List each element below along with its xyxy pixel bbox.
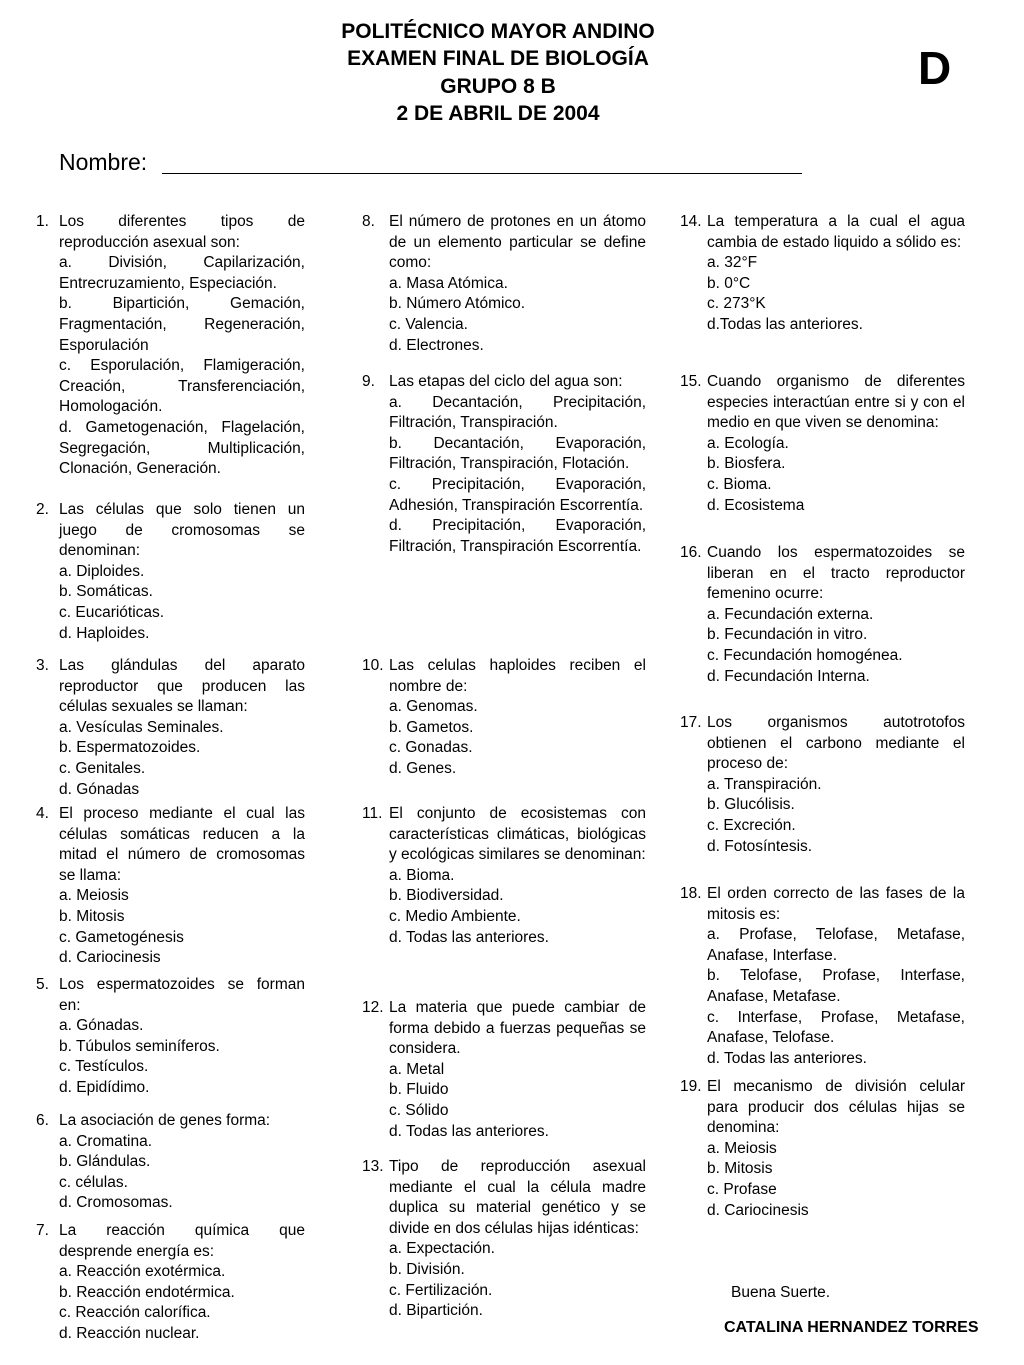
answer-option[interactable]: a. Ecología. bbox=[707, 434, 789, 452]
answer-option[interactable]: b. Fluido bbox=[389, 1081, 449, 1099]
question-stem: El conjunto de ecosistemas con características climáticas, biológicas y ecológicas similares se denominan: bbox=[389, 805, 646, 864]
answer-option[interactable]: c. Esporulación, Flamigeración, Creación, Transferenciación, Homologación. bbox=[59, 357, 305, 416]
question-item bbox=[36, 1111, 305, 1214]
answer-option[interactable]: b. Túbulos seminíferos. bbox=[59, 1037, 220, 1055]
exam-date: 2 DE ABRIL DE 2004 bbox=[396, 102, 600, 125]
answer-option[interactable]: c. Reacción calorífica. bbox=[59, 1304, 211, 1322]
answer-option[interactable]: c. Profase bbox=[707, 1180, 777, 1198]
question-item bbox=[680, 884, 965, 1069]
question-stem: Cuando organismo de diferentes especies interactúan entre si y con el medio en que viven se denomina: bbox=[707, 373, 965, 432]
question-item bbox=[36, 804, 305, 969]
answer-option[interactable]: d. Reacción nuclear. bbox=[59, 1324, 200, 1342]
answer-option[interactable]: d. Gametogenación, Flagelación, Segregación, Multiplicación, Clonación, Generación. bbox=[59, 418, 305, 478]
exam-version-letter: D bbox=[918, 42, 952, 94]
answer-option[interactable]: c. Interfase, Profase, Metafase, Anafase, Telofase. bbox=[707, 1008, 965, 1047]
answer-option[interactable]: a. Gónadas. bbox=[59, 1017, 144, 1035]
question-stem: Los diferentes tipos de reproducción asexual son: bbox=[59, 213, 305, 251]
answer-option[interactable]: c. Gonadas. bbox=[389, 739, 473, 757]
question-number: 7. bbox=[36, 1222, 49, 1239]
answer-option[interactable]: d. Todas las anteriores. bbox=[389, 928, 549, 946]
school-name: POLITÉCNICO MAYOR ANDINO bbox=[341, 20, 655, 43]
answer-option[interactable]: c. Testículos. bbox=[59, 1058, 149, 1076]
question-item bbox=[362, 656, 646, 780]
question-item bbox=[36, 975, 305, 1099]
question-stem: Las celulas haploides reciben el nombre de: bbox=[389, 657, 646, 695]
question-number: 13. bbox=[362, 1158, 384, 1175]
answer-option[interactable]: b. Reacción endotérmica. bbox=[59, 1283, 235, 1301]
question-number: 8. bbox=[362, 213, 375, 230]
question-item bbox=[362, 212, 646, 356]
answer-option[interactable]: c. Genitales. bbox=[59, 759, 146, 777]
answer-option[interactable]: b. Biodiversidad. bbox=[389, 887, 504, 905]
answer-option[interactable]: a. Decantación, Precipitación, Filtración, Transpiración. bbox=[389, 393, 646, 432]
answer-option[interactable]: b. 0°C bbox=[707, 274, 751, 292]
name-label: Nombre: bbox=[59, 149, 148, 175]
answer-option[interactable]: b. Fecundación in vitro. bbox=[707, 626, 868, 644]
question-stem: La asociación de genes forma: bbox=[59, 1112, 271, 1129]
question-stem: Las glándulas del aparato reproductor que producen las células sexuales se llaman: bbox=[59, 657, 305, 716]
name-blank-line[interactable] bbox=[162, 173, 802, 174]
answer-option[interactable]: c. células. bbox=[59, 1173, 128, 1191]
answer-option[interactable]: c. Eucarióticas. bbox=[59, 603, 165, 621]
answer-option[interactable]: c. Bioma. bbox=[707, 475, 772, 493]
question-number: 19. bbox=[680, 1078, 702, 1095]
answer-option[interactable]: d. Gónadas bbox=[59, 780, 140, 798]
answer-option[interactable]: b. Mitosis bbox=[59, 907, 125, 925]
question-stem: El orden correcto de las fases de la mitosis es: bbox=[707, 885, 965, 923]
question-number: 18. bbox=[680, 885, 702, 902]
answer-option[interactable]: d. Fecundación Interna. bbox=[707, 667, 870, 685]
answer-option[interactable]: a. Vesículas Seminales. bbox=[59, 718, 224, 736]
answer-option[interactable]: c. Medio Ambiente. bbox=[389, 907, 521, 925]
answer-option[interactable]: d. Todas las anteriores. bbox=[707, 1049, 867, 1067]
question-stem: Tipo de reproducción asexual mediante el cual la célula madre duplica su material genético y se divide en dos células hijas idénticas: bbox=[389, 1158, 646, 1237]
answer-option[interactable]: a. 32°F bbox=[707, 254, 758, 272]
question-number: 2. bbox=[36, 501, 49, 518]
answer-option[interactable]: a. Diploides. bbox=[59, 562, 145, 580]
question-number: 4. bbox=[36, 805, 49, 822]
question-number: 12. bbox=[362, 999, 384, 1016]
closing-message: Buena Suerte. bbox=[731, 1284, 831, 1301]
question-item bbox=[36, 1221, 305, 1345]
answer-option[interactable]: b. Número Atómico. bbox=[389, 295, 526, 313]
question-stem: Las células que solo tienen un juego de cromosomas se denominan: bbox=[59, 501, 305, 560]
answer-option[interactable]: a. Meiosis bbox=[707, 1139, 777, 1157]
answer-option[interactable]: d. Bipartición. bbox=[389, 1302, 483, 1320]
answer-option[interactable]: d. Electrones. bbox=[389, 336, 484, 354]
question-number: 16. bbox=[680, 544, 702, 561]
question-number: 6. bbox=[36, 1112, 49, 1129]
question-number: 10. bbox=[362, 657, 384, 674]
answer-option[interactable]: d.Todas las anteriores. bbox=[707, 315, 863, 333]
answer-option[interactable]: a. Metal bbox=[389, 1060, 445, 1078]
group-label: GRUPO 8 B bbox=[440, 75, 556, 98]
answer-option[interactable]: b. Biosfera. bbox=[707, 455, 786, 473]
answer-option[interactable]: a. Transpiración. bbox=[707, 775, 822, 793]
question-number: 17. bbox=[680, 714, 702, 731]
question-number: 5. bbox=[36, 976, 49, 993]
question-stem: El mecanismo de división celular para producir dos células hijas se denomina: bbox=[707, 1078, 965, 1137]
answer-option[interactable]: c. Fecundación homogénea. bbox=[707, 646, 903, 664]
question-item bbox=[36, 656, 305, 800]
answer-option[interactable]: d. Cariocinesis bbox=[59, 949, 161, 967]
question-item bbox=[36, 212, 305, 480]
answer-option[interactable]: b. Decantación, Evaporación, Filtración, Transpiración, Flotación. bbox=[389, 434, 646, 473]
answer-option[interactable]: a. Profase, Telofase, Metafase, Anafase, Interfase. bbox=[707, 926, 965, 964]
question-number: 3. bbox=[36, 657, 49, 674]
answer-option[interactable]: c. Valencia. bbox=[389, 315, 468, 333]
question-item bbox=[680, 372, 965, 516]
answer-option[interactable]: d. Fotosíntesis. bbox=[707, 837, 813, 855]
answer-option[interactable]: c. Sólido bbox=[389, 1101, 449, 1119]
answer-option[interactable]: b. División. bbox=[389, 1260, 465, 1278]
question-item bbox=[680, 1077, 965, 1221]
answer-option[interactable]: a. Genomas. bbox=[389, 698, 478, 716]
answer-option[interactable]: b. Telofase, Profase, Interfase, Anafase, Metafase. bbox=[707, 967, 965, 1005]
question-stem: Los espermatozoides se forman en: bbox=[59, 976, 305, 1014]
answer-option[interactable]: c. Precipitación, Evaporación, Adhesión, Transpiración Escorrentía. bbox=[389, 475, 646, 514]
exam-title: EXAMEN FINAL DE BIOLOGÍA bbox=[347, 47, 649, 70]
question-number: 9. bbox=[362, 373, 375, 390]
question-number: 11. bbox=[362, 805, 383, 822]
answer-option[interactable]: b. Mitosis bbox=[707, 1160, 773, 1178]
answer-option[interactable]: d. Precipitación, Evaporación, Filtración, Transpiración Escorrentía. bbox=[389, 517, 646, 555]
answer-option[interactable]: d. Epidídimo. bbox=[59, 1078, 150, 1096]
question-stem: La temperatura a la cual el agua cambia de estado liquido a sólido es: bbox=[707, 213, 965, 251]
question-number: 1. bbox=[36, 213, 49, 230]
question-stem: El proceso mediante el cual las células somáticas reducen a la mitad el número de cromosomas se llama: bbox=[59, 805, 305, 884]
question-item bbox=[362, 372, 646, 557]
question-number: 15. bbox=[680, 373, 702, 390]
question-item bbox=[680, 212, 965, 336]
answer-option[interactable]: c. Gametogénesis bbox=[59, 928, 184, 946]
answer-option[interactable]: d. Todas las anteriores. bbox=[389, 1122, 549, 1140]
question-stem: El número de protones en un átomo de un elemento particular se define como: bbox=[389, 213, 646, 272]
answer-option[interactable]: b. Glucólisis. bbox=[707, 796, 795, 814]
question-item bbox=[680, 543, 965, 687]
answer-option[interactable]: c. Fertilización. bbox=[389, 1281, 493, 1299]
answer-option[interactable]: a. Cromatina. bbox=[59, 1132, 153, 1150]
answer-option[interactable]: d. Ecosistema bbox=[707, 496, 805, 514]
question-stem: Cuando los espermatozoides se liberan en el tracto reproductor femenino ocurre: bbox=[707, 544, 965, 603]
question-stem: Los organismos autotrotofos obtienen el carbono mediante el proceso de: bbox=[707, 714, 965, 773]
author-signature: CATALINA HERNANDEZ TORRES bbox=[724, 1319, 979, 1336]
question-item bbox=[362, 998, 646, 1142]
question-item bbox=[362, 804, 646, 948]
answer-option[interactable]: a. Bioma. bbox=[389, 866, 455, 884]
question-item bbox=[680, 713, 965, 857]
answer-option[interactable]: a. Expectación. bbox=[389, 1240, 495, 1258]
answer-option[interactable]: b. Gametos. bbox=[389, 718, 474, 736]
question-number: 14. bbox=[680, 213, 702, 230]
question-stem: La materia que puede cambiar de forma debido a fuerzas pequeñas se considera. bbox=[389, 999, 646, 1058]
answer-option[interactable]: c. 273°K bbox=[707, 295, 766, 313]
question-item bbox=[36, 500, 305, 644]
question-item bbox=[362, 1157, 646, 1322]
answer-option[interactable]: a. Fecundación externa. bbox=[707, 605, 874, 623]
question-stem: La reacción química que desprende energía es: bbox=[59, 1222, 305, 1260]
answer-option[interactable]: c. Excreción. bbox=[707, 816, 796, 834]
answer-option[interactable]: a. Meiosis bbox=[59, 887, 129, 905]
answer-option[interactable]: d. Haploides. bbox=[59, 624, 150, 642]
answer-option[interactable]: b. Glándulas. bbox=[59, 1153, 151, 1171]
answer-option[interactable]: b. Somáticas. bbox=[59, 583, 153, 601]
answer-option[interactable]: d. Cariocinesis bbox=[707, 1201, 809, 1219]
answer-option[interactable]: a. División, Capilarización, Entrecruzamiento, Especiación. bbox=[59, 254, 305, 292]
answer-option[interactable]: d. Genes. bbox=[389, 759, 457, 777]
answer-option[interactable]: b. Espermatozoides. bbox=[59, 739, 201, 757]
answer-option[interactable]: b. Bipartición, Gemación, Fragmentación, Regeneración, Esporulación bbox=[59, 295, 305, 354]
answer-option[interactable]: a. Reacción exotérmica. bbox=[59, 1263, 226, 1281]
answer-option[interactable]: d. Cromosomas. bbox=[59, 1194, 173, 1212]
answer-option[interactable]: a. Masa Atómica. bbox=[389, 274, 508, 292]
question-stem: Las etapas del ciclo del agua son: bbox=[389, 373, 623, 390]
